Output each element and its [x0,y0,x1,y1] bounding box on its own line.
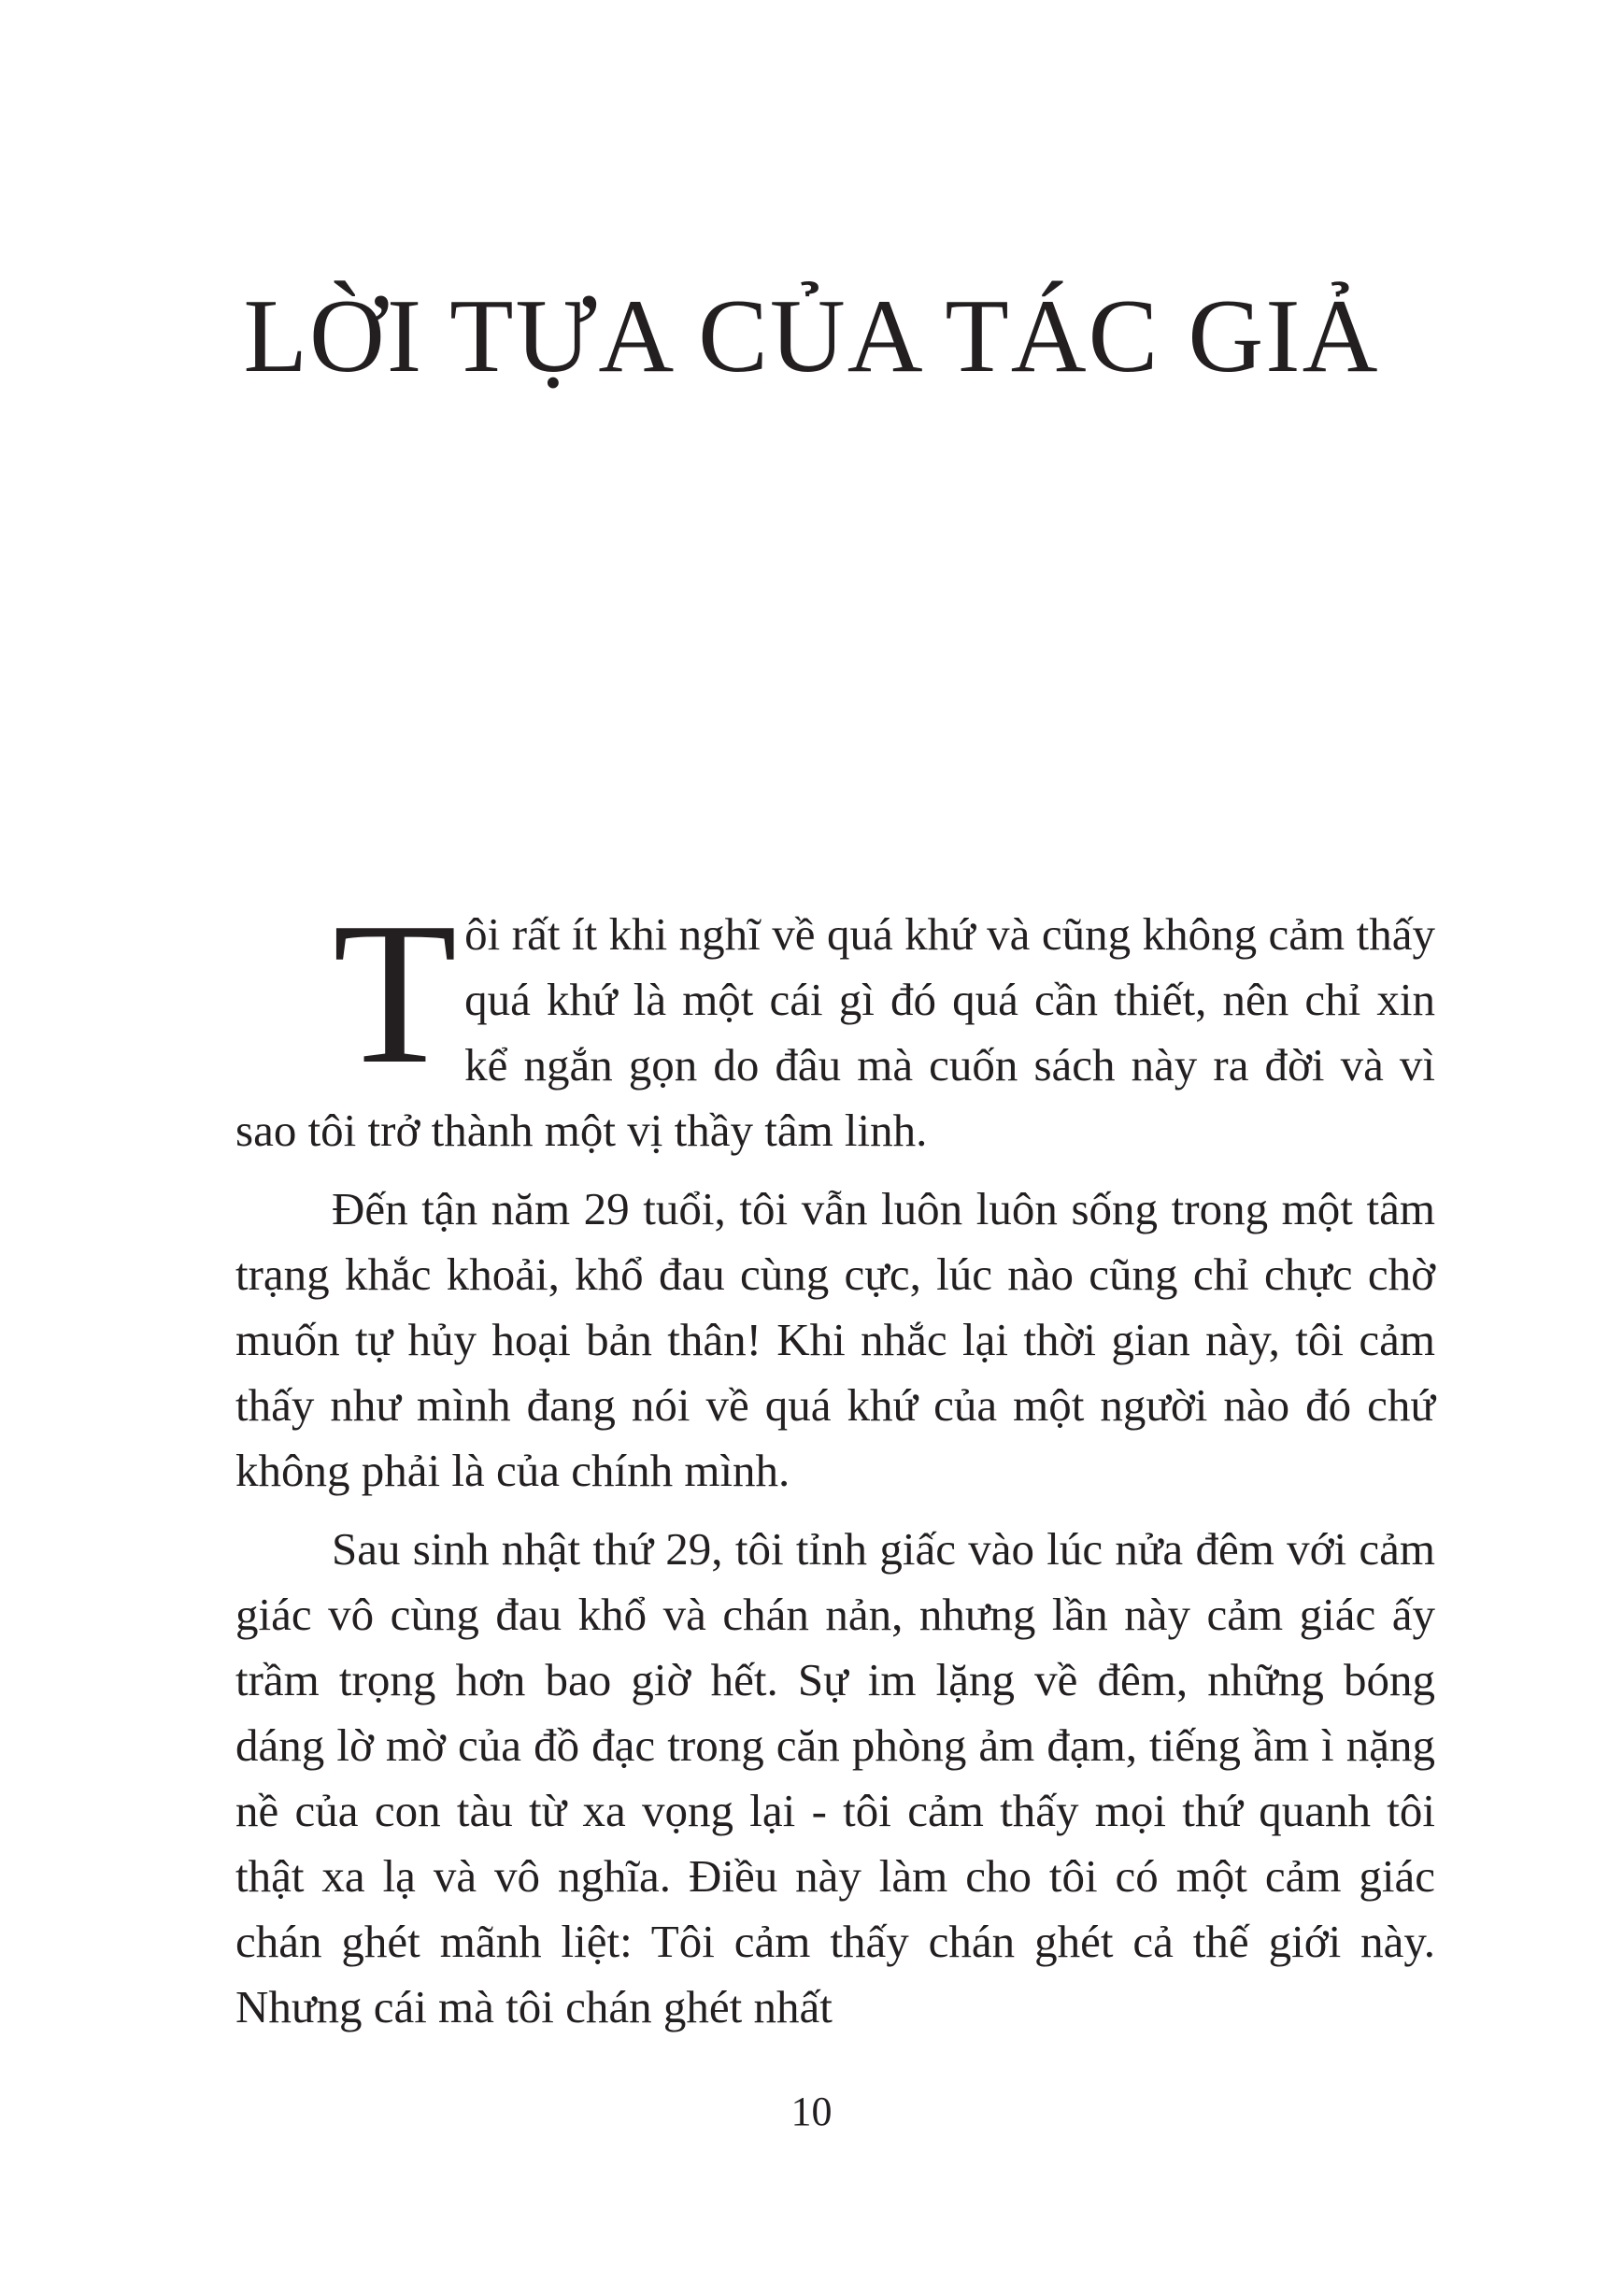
paragraph-1 [235,881,1435,1163]
drop-cap: T [333,881,458,1106]
body-text [235,804,1435,2053]
paragraph-1-text: ôi rất ít khi nghĩ về quá khứ và cũng không cảm thấy quá khứ là một cái gì đó quá cần thiết, nên chỉ xin kể ngắn gọn do đâu mà cuốn sách này ra đời và vì sao tôi trở thành một vị thầy tâm linh. [235,908,1435,1156]
first-paragraph-block [235,804,1435,1163]
paragraph-2: Đến tận năm 29 tuổi, tôi vẫn luôn luôn sống trong một tâm trạng khắc khoải, khổ đau cùng cực, lúc nào cũng chỉ chực chờ muốn tự hủy hoại bản thân! Khi nhắc lại thời gian này, tôi cảm thấy như mình đang nói về quá khứ của một người nào đó chứ không phải là của chính mình. [235,1183,1435,1496]
page-number: 10 [790,2089,833,2134]
paragraph-3: Sau sinh nhật thứ 29, tôi tỉnh giấc vào lúc nửa đêm với cảm giác vô cùng đau khổ và chán nản, nhưng lần này cảm giác ấy trầm trọng hơn bao giờ hết. Sự im lặng về đêm, những bóng dáng lờ mờ của đồ đạc trong căn phòng ảm đạm, tiếng ầm ì nặng nề của con tàu từ xa vọng lại - tôi cảm thấy mọi thứ quanh tôi thật xa lạ và vô nghĩa. Điều này làm cho tôi có một cảm giác chán ghét mãnh liệt: Tôi cảm thấy chán ghét cả thế giới này. Nhưng cái mà tôi chán ghét nhất [235,1523,1435,2032]
page-title: LỜI TỰA CỦA TÁC GIẢ [243,278,1380,394]
